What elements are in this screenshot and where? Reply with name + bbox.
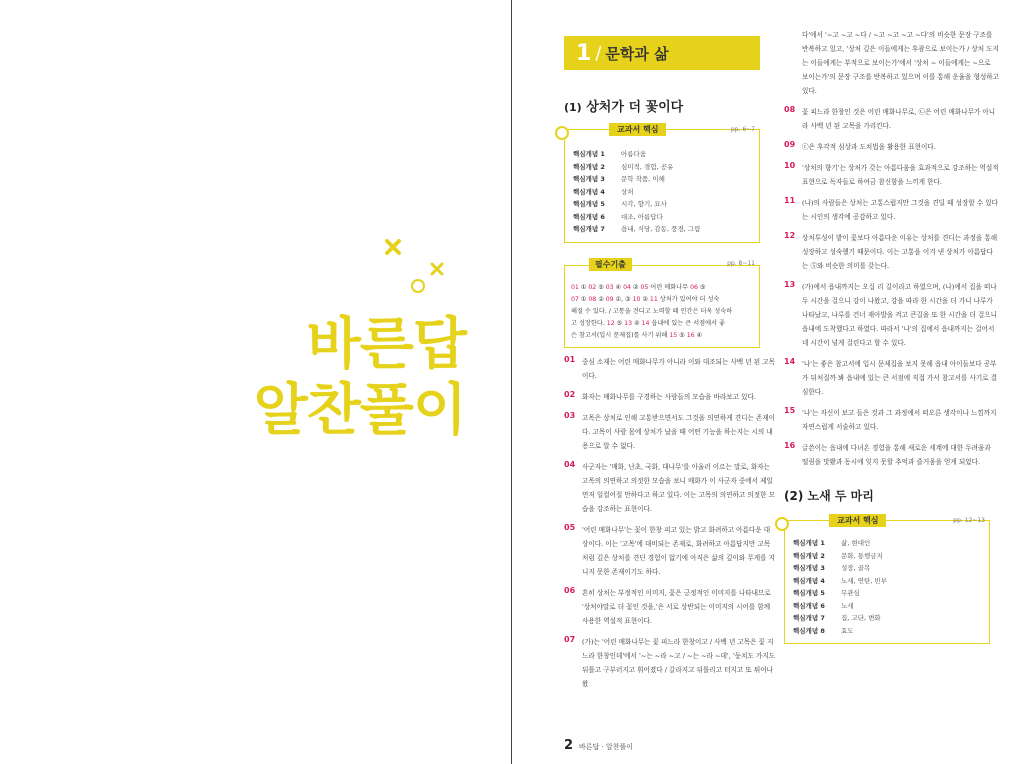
core-value: 노새, 연탄, 빈부 — [841, 576, 887, 585]
core-key: 핵심개념 1 — [573, 150, 605, 158]
core-value: 시각, 향기, 묘사 — [621, 200, 667, 208]
answer-item — [784, 161, 999, 189]
circle-deco-icon — [410, 278, 426, 294]
core-key: 핵심개념 7 — [573, 225, 605, 233]
answer-number: 05 — [564, 522, 576, 532]
core-key: 핵심개념 3 — [793, 564, 825, 572]
section-title-1 — [564, 96, 776, 115]
answer-text: '나'는 좋은 참고서에 입시 문제집을 보지 못해 읍내 아이들보다 공부가 뒤처질까 봐 읍내에 있는 큰 서점에 직접 가서 참고서를 사기로 결심한다. — [802, 360, 998, 396]
content-page — [512, 0, 1024, 764]
answer-text: (나)의 사람들은 상처는 고통스럽지만 그것을 견딜 때 성장할 수 있다는 시인의 생각에 공감하고 있다. — [802, 199, 998, 221]
answer-item — [564, 635, 776, 691]
core-box-header — [799, 513, 989, 527]
core-value: 효도 — [841, 626, 854, 635]
answer-number: 02 — [564, 389, 576, 399]
answer-text: 꽃 피느라 한창인 것은 어린 매화나무로, ㉡은 어린 매화나무가 아니라 사백 년 된 고목을 가리킨다. — [802, 108, 996, 130]
section-title-text: 상처가 더 꽃이다 — [586, 100, 684, 115]
core-row — [793, 600, 981, 613]
cover-title-line1: 바른답 — [306, 312, 466, 377]
core-key: 핵심개념 5 — [793, 589, 825, 597]
core-value: 삶, 현대인 — [841, 539, 871, 547]
answer-number: 11 — [784, 196, 796, 205]
answer-number: 13 — [784, 280, 796, 289]
core-value: 성장, 골목 — [841, 564, 871, 572]
answer-number: 04 — [564, 459, 576, 469]
section-title-text: 노새 두 마리 — [807, 489, 874, 503]
answer-item — [564, 355, 776, 383]
core-key: 핵심개념 4 — [573, 187, 605, 196]
core-row — [573, 211, 751, 224]
core-value: 무관심 — [841, 589, 860, 597]
chapter-title: 문학과 삶 — [605, 44, 669, 63]
answer-number: 16 — [784, 441, 796, 450]
core-key: 핵심개념 5 — [573, 200, 605, 208]
answer-number: 15 — [784, 406, 796, 415]
pil-line: 07 ① 08 ② 09 ①, ③ 10 ② 11 상처가 있어야 더 성숙 — [571, 295, 720, 303]
answer-number: 12 — [784, 231, 796, 240]
answer-list-left — [564, 355, 776, 691]
answer-text: 흔히 상처는 부정적인 이미지, 꽃은 긍정적인 이미지를 나타내므로 '상처야말로 더 꽃인 것을,'은 서로 상반되는 이미지의 시어를 함께 사용한 역설적 표현이다. — [582, 588, 771, 625]
answer-item — [564, 390, 776, 404]
answer-number: 07 — [564, 634, 576, 644]
answer-number: 03 — [564, 410, 576, 420]
core-value: 노새 — [841, 601, 854, 610]
core-row — [573, 186, 751, 199]
footer-text: 바른답 · 알찬풀이 — [579, 743, 634, 751]
page-footer — [564, 738, 633, 753]
answer-text: '어린 매화나무'는 꽃이 한창 피고 있는 밝고 화려하고 아름다운 대상이다. 이는 '고목'에 대비되는 존재로, 화려하고 아름답지만 고목처럼 깊은 상처를 견딘 경험이 없기에 아직은 삶의 깊이와 무게를 지니지 못한 존재이기도 하다. — [582, 525, 775, 576]
pil-line: 은 참고서(입시 문제집)를 사기 위해 15 ⑤ 16 ④ — [571, 331, 703, 339]
answer-item — [784, 105, 999, 133]
answer-number: 10 — [784, 161, 796, 170]
core-key: 핵심개념 1 — [793, 539, 825, 547]
answer-item — [564, 523, 776, 579]
answer-text: 사군자는 '매화, 난초, 국화, 대나무'를 아울러 이르는 말로, 화자는 고목의 의연하고 의젓한 모습을 보니 매화가 이 사군자 중에서 제일 먼저 일컬어질 만하다고 하고 있다. 이는 고목의 의연하고 의젓한 모습을 강조하는 표현이다. — [582, 462, 775, 513]
answer-item — [784, 231, 999, 273]
answer-text: (가)에서 읍내까지는 오십 리 길이라고 하였으며, (나)에서 집을 떠나 두 시간을 걸으니 강이 나왔고, 강을 따라 한 시간을 더 가니 나루가 나타났고, 나루를 건너 재아발을 켜고 큰길을 또 한 시간을 더 걸으니 읍내에 도착했다고 하였다. 따라서 '나'의 집에서 읍내까지는 걸어서 네 시간이 넘게 걸린다고 할 수 있다. — [802, 283, 998, 347]
answer-text: '상처의 향기'는 상처가 갖는 아름다움을 효과적으로 강조하는 역설적 표현으로 독자들로 하여금 참신함을 느끼게 한다. — [802, 164, 999, 186]
answer-text: 화자는 매화나무를 구경하는 사람들의 모습을 바라보고 있다. — [582, 392, 756, 401]
core-row — [793, 575, 981, 588]
pil-line: 고 성장한다. 12 ⑤ 13 ④ 14 읍내에 있는 큰 서점에서 좋 — [571, 319, 725, 327]
core-key: 핵심개념 8 — [793, 626, 825, 635]
answer-item — [784, 406, 999, 434]
core-box-pages: pp. 6~7 — [730, 125, 755, 133]
answer-number: 06 — [564, 585, 576, 595]
core-row — [573, 198, 751, 211]
section-number: (1) — [564, 101, 582, 114]
core-box-tab: 교과서 핵심 — [609, 123, 666, 136]
answer-text: ⓒ은 후각적 심상과 도치법을 활용한 표현이다. — [802, 143, 936, 151]
answer-continuation — [784, 28, 999, 98]
chapter-number: 1 — [576, 40, 592, 66]
pil-answers — [571, 282, 753, 342]
answer-number: 09 — [784, 140, 796, 149]
core-row — [573, 148, 751, 161]
core-key: 핵심개념 3 — [573, 175, 605, 183]
answer-item — [784, 441, 999, 469]
core-row — [793, 537, 981, 550]
core-key: 핵심개념 7 — [793, 614, 825, 622]
core-row — [793, 612, 981, 625]
cover-page — [0, 0, 511, 764]
pil-pages: pp. 8~11 — [727, 259, 755, 267]
answer-text: (가)는 '어린 매화나무는 꽃 피느라 한창이고 / 사백 년 고목은 꽃 지느라 한창인데'에서 '~는 ~라 ~고 / ~는 ~라 ~데', '둥치도 가지도 뒤틀고 구부러지고 휘어졌다 / 갈라지고 뒤틀리고 터지고 또 튀어나왔 — [582, 637, 776, 688]
core-box-1 — [564, 124, 760, 243]
core-value: 읍내, 식당, 감동, 풍경, 그림 — [621, 225, 701, 233]
core-list — [573, 148, 751, 236]
core-row — [573, 173, 751, 186]
core-key: 핵심개념 2 — [793, 551, 825, 560]
core-value: 문학 작품, 이해 — [621, 175, 665, 183]
answer-text: 중심 소재는 어린 매화나무가 아니라 이와 대조되는 사백 년 된 고목이다. — [582, 357, 775, 380]
answer-text: '나'는 자신이 보고 들은 것과 그 과정에서 떠오른 생각이나 느낌까지 자연스럽게 서술하고 있다. — [802, 409, 997, 431]
core-value: 집, 고단, 변화 — [841, 614, 881, 622]
answer-item — [564, 586, 776, 628]
core-box-header — [579, 122, 759, 136]
core-key: 핵심개념 4 — [793, 576, 825, 585]
core-box-tab: 교과서 핵심 — [829, 514, 886, 527]
answer-number: 01 — [564, 354, 576, 364]
answer-text: 고목은 상처로 인해 고통받으면서도 그것을 의연하게 견디는 존재이다. 고목이 사람 몸에 상처가 났을 때 어떤 기능을 하는지는 시의 내용으로 알 수 없다. — [582, 413, 776, 450]
core-value: 상처 — [621, 187, 634, 196]
core-key: 핵심개념 6 — [793, 601, 825, 610]
answer-item — [564, 460, 776, 516]
core-box-2 — [784, 515, 990, 644]
cross-deco-icon-small — [430, 262, 444, 276]
answer-text: 상처투성이 밭이 꽃보다 아름다운 이유는 상처를 견디는 과정을 통해 성장하고 성숙했기 때문이다. 이는 고통을 이겨 낸 상처가 아름답다는 ⑤와 비슷한 의미를 갖는다. — [802, 234, 998, 270]
answer-text: 글쓴이는 읍내에 다녀온 경험을 통해 새로운 세계에 대한 두려움과 떨림을 맛봤과 동시에 잊지 못할 추억과 즐거움을 얻게 되었다. — [802, 444, 991, 466]
chapter-header — [564, 36, 760, 70]
answer-continuation-text: 다'에서 '~고 ~고 ~다 / ~고 ~고 ~고 ~다'의 비슷한 문장 구조를 반복하고 있고, '상처 깊은 이들에게는 후광으로 보이는가 / 상처 도지는 이들에게는 부적으로 보이는가'에서 '상처 ~ 이들에게는 ~으로 보이는가'의 문장 구조를 반복하고 있으며 이를 통해 운율을 형성하고 있다. — [802, 31, 999, 95]
pil-line: 해질 수 있다. / 고통을 견디고 노력할 때 인간은 더욱 성숙하 — [571, 307, 733, 315]
core-row — [573, 161, 751, 174]
answer-item — [784, 280, 999, 350]
page-number: 2 — [564, 738, 574, 753]
pil-tab: 필수기출 — [589, 258, 632, 271]
core-list — [793, 537, 981, 637]
right-column — [784, 28, 999, 644]
core-row — [793, 550, 981, 563]
core-value: 대조, 아름답다 — [621, 212, 663, 221]
core-box-pages: pp. 12~13 — [953, 516, 985, 524]
pil-box — [564, 259, 760, 348]
core-row — [793, 587, 981, 600]
pil-line: 01 ① 02 ⑤ 03 ④ 04 ② 05 어린 매화나무 06 ⑤ — [571, 283, 706, 291]
answer-item — [784, 357, 999, 399]
magnifier-icon — [555, 126, 569, 140]
answer-item — [564, 411, 776, 453]
answer-list-right — [784, 105, 999, 469]
answer-item — [784, 140, 999, 154]
core-row — [573, 223, 751, 236]
left-column — [564, 36, 776, 691]
core-row — [793, 562, 981, 575]
core-key: 핵심개념 2 — [573, 162, 605, 171]
answer-number: 08 — [784, 105, 796, 114]
magnifier-icon — [775, 517, 789, 531]
cover-title-line2: 알찬풀이 — [253, 378, 466, 443]
answer-item — [784, 196, 999, 224]
cross-deco-icon — [384, 238, 402, 256]
chapter-slash: / — [595, 42, 602, 64]
cover-title — [236, 312, 466, 444]
answer-number: 14 — [784, 357, 796, 366]
section-number: (2) — [784, 489, 804, 503]
core-value: 아름다움 — [621, 150, 647, 158]
core-value: 문화, 통행금지 — [841, 551, 883, 560]
section-title-2 — [784, 487, 999, 504]
core-key: 핵심개념 6 — [573, 212, 605, 221]
core-value: 심미적, 경험, 공유 — [621, 162, 674, 171]
core-row — [793, 625, 981, 638]
